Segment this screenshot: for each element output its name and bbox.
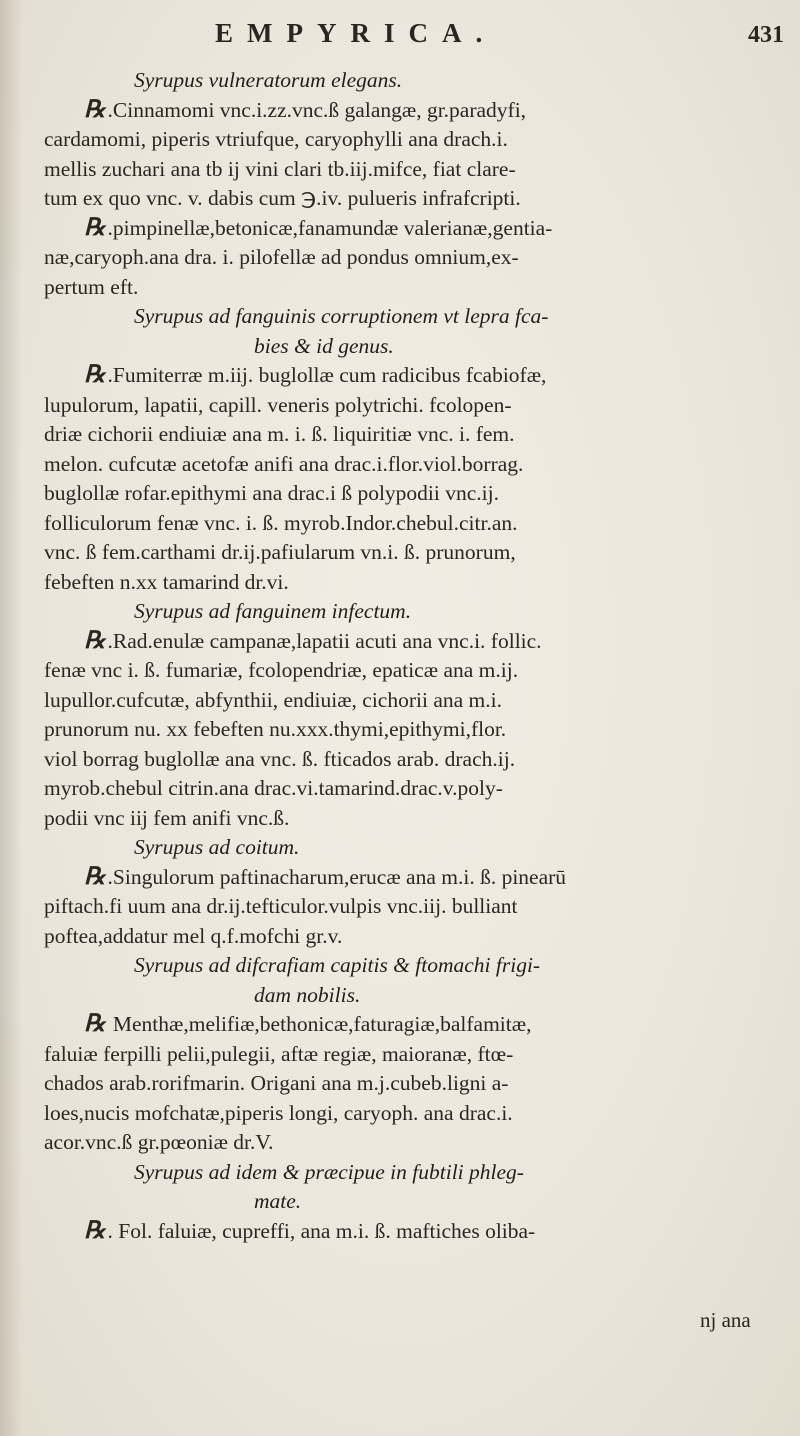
- section-heading-continued: [44, 1187, 764, 1217]
- line-text: vnc. ß fem.carthami dr.ij.pafiularum vn.i. ß. prunorum,: [44, 540, 516, 564]
- text-line: [44, 1099, 764, 1129]
- running-head: EMPYRICA.: [215, 18, 497, 48]
- text-line: [44, 243, 764, 273]
- section-heading: [44, 951, 764, 981]
- recipe-line: [44, 361, 764, 391]
- section-heading: [44, 1158, 764, 1188]
- line-text: piftach.fi uum ana dr.ij.tefticulor.vulpis vnc.iij. bulliant: [44, 894, 518, 918]
- recipe-line: [44, 1217, 764, 1247]
- line-text: driæ cichorii endiuiæ ana m. i. ß. liquiritiæ vnc. i. fem.: [44, 422, 515, 446]
- recipe-sign-icon: ℞: [84, 1217, 106, 1244]
- page-number: 431: [748, 22, 784, 48]
- recipe-sign-icon: ℞: [84, 627, 106, 654]
- line-text: dam nobilis.: [254, 982, 361, 1007]
- recipe-sign-icon: ℞: [84, 1011, 106, 1037]
- line-text: chados arab.rorifmarin. Origani ana m.j.cubeb.ligni a-: [44, 1071, 509, 1095]
- text-line: [44, 538, 764, 568]
- line-text: .Fumiterræ m.iij. buglollæ cum radicibus fcabiofæ,: [107, 363, 547, 387]
- text-line: [44, 922, 764, 952]
- text-line: [44, 273, 764, 303]
- text-line: [44, 686, 764, 716]
- text-line: [44, 656, 764, 686]
- recipe-line: [44, 1010, 764, 1040]
- line-text: bies & id genus.: [254, 333, 394, 358]
- line-text: mate.: [254, 1189, 302, 1213]
- line-text: .Singulorum paftinacharum,erucæ ana m.i. ß. pinearū: [107, 864, 567, 889]
- line-text: febeften n.xx tamarind dr.vi.: [44, 569, 289, 594]
- text-line: [44, 1069, 764, 1099]
- line-text: mellis zuchari ana tb ij vini clari tb.iij.mifce, fiat clare-: [44, 156, 516, 181]
- text-line: [44, 391, 764, 421]
- line-text: næ,caryoph.ana dra. i. pilofellæ ad pondus omnium,ex-: [44, 245, 519, 269]
- text-line: [44, 450, 764, 480]
- line-text: poftea,addatur mel q.f.mofchi gr.v.: [44, 923, 343, 948]
- line-text: folliculorum fenæ vnc. i. ß. myrob.Indor.chebul.citr.an.: [44, 510, 518, 535]
- line-text: Syrupus ad difcrafiam capitis & ftomachi frigi-: [134, 953, 541, 977]
- line-text: Syrupus vulneratorum elegans.: [134, 68, 403, 92]
- line-text: Menthæ,melifiæ,bethonicæ,faturagiæ,balfamitæ,: [107, 1012, 532, 1036]
- recipe-sign-icon: ℞: [84, 214, 106, 241]
- text-line: [44, 774, 764, 804]
- text-line: [44, 509, 764, 539]
- line-text: tum ex quo vnc. v. dabis cum ℈.iv. pulueris infrafcripti.: [44, 186, 521, 210]
- text-line: [44, 184, 764, 214]
- line-text: lupulorum, lapatii, capill. veneris polytrichi. fcolopen-: [44, 392, 512, 417]
- line-text: Syrupus ad fanguinem infectum.: [134, 599, 412, 623]
- text-block: [44, 66, 764, 1246]
- line-text: prunorum nu. xx febeften nu.xxx.thymi,epithymi,flor.: [44, 717, 507, 741]
- line-text: .pimpinellæ,betonicæ,fanamundæ valerianæ,gentia-: [107, 215, 553, 240]
- line-text: loes,nucis mofchatæ,piperis longi, caryoph. ana drac.i.: [44, 1100, 513, 1125]
- text-line: [44, 125, 764, 155]
- recipe-sign-icon: ℞: [84, 96, 106, 123]
- text-line: [44, 1040, 764, 1070]
- line-text: acor.vnc.ß gr.pœoniæ dr.V.: [44, 1130, 274, 1154]
- section-heading: [44, 66, 764, 96]
- line-text: buglollæ rofar.epithymi ana drac.i ß polypodii vnc.ij.: [44, 481, 499, 505]
- page-header: [0, 14, 800, 54]
- section-heading-continued: [44, 332, 764, 362]
- page-edge-shadow: [0, 0, 22, 1436]
- text-line: [44, 479, 764, 509]
- text-line: [44, 420, 764, 450]
- recipe-sign-icon: ℞: [84, 863, 106, 890]
- text-line: [44, 715, 764, 745]
- line-text: viol borrag buglollæ ana vnc. ß. fticados arab. drach.ij.: [44, 746, 516, 771]
- text-line: [44, 745, 764, 775]
- line-text: Syrupus ad fanguinis corruptionem vt lepra fca-: [134, 304, 549, 328]
- recipe-line: [44, 214, 764, 244]
- line-text: podii vnc iij fem anifi vnc.ß.: [44, 805, 290, 830]
- line-text: melon. cufcutæ acetofæ anifi ana drac.i.flor.viol.borrag.: [44, 451, 524, 476]
- text-line: [44, 804, 764, 834]
- recipe-sign-icon: ℞: [84, 362, 106, 388]
- line-text: myrob.chebul citrin.ana drac.vi.tamarind.drac.v.poly-: [44, 776, 503, 800]
- section-heading: [44, 833, 764, 863]
- text-line: [44, 1128, 764, 1158]
- line-text: . Fol. faluiæ, cupreffi, ana m.i. ß. maftiches oliba-: [107, 1218, 536, 1243]
- line-text: .Rad.enulæ campanæ,lapatii acuti ana vnc.i. follic.: [107, 628, 542, 653]
- recipe-line: [44, 863, 764, 893]
- line-text: cardamomi, piperis vtriufque, caryophylli ana drach.i.: [44, 127, 508, 151]
- text-line: [44, 155, 764, 185]
- text-line: [44, 892, 764, 922]
- text-line: [44, 568, 764, 598]
- line-text: Syrupus ad idem & præcipue in fubtili phleg-: [134, 1159, 524, 1184]
- section-heading: [44, 302, 764, 332]
- recipe-line: [44, 96, 764, 126]
- line-text: pertum eft.: [44, 274, 139, 299]
- line-text: lupullor.cufcutæ, abfynthii, endiuiæ, cichorii ana m.i.: [44, 687, 502, 712]
- line-text: Syrupus ad coitum.: [134, 835, 300, 859]
- line-text: fenæ vnc i. ß. fumariæ, fcolopendriæ, epaticæ ana m.ij.: [44, 658, 519, 682]
- section-heading-continued: [44, 981, 764, 1011]
- recipe-line: [44, 627, 764, 657]
- section-heading: [44, 597, 764, 627]
- line-text: .Cinnamomi vnc.i.zz.vnc.ß galangæ, gr.paradyfi,: [107, 97, 527, 122]
- catchword: nj ana: [700, 1308, 751, 1332]
- line-text: faluiæ ferpilli pelii,pulegii, aftæ regiæ, maioranæ, ftœ-: [44, 1041, 514, 1066]
